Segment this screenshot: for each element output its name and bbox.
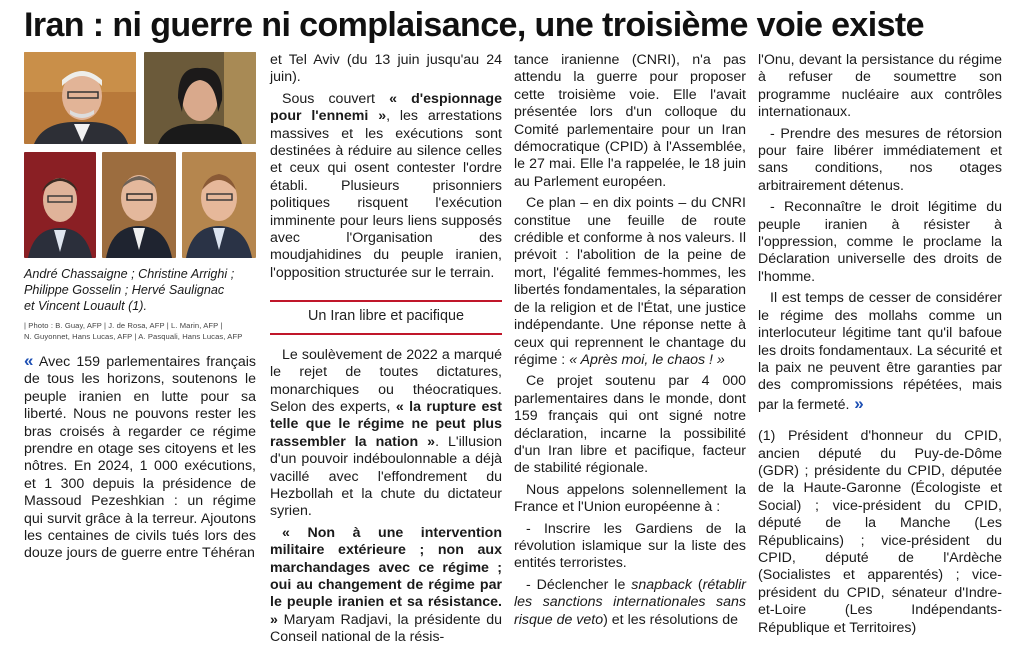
quote-close-mark: »: [849, 393, 864, 413]
italic-term: snapback: [631, 576, 692, 593]
text: Sous couvert: [282, 90, 390, 107]
text: - Inscrire les Gardiens de la révolution islamique sur la liste des entités terroristes.: [514, 520, 746, 572]
paragraph: [514, 52, 746, 191]
column-2: [270, 52, 502, 651]
text: tance iranienne (CNRI), n'a pas attendu la guerre pour proposer cette troisième voie. Elle l'avait présentée lors d'un colloque du Comité parlementaire pour un Iran démocratique (CPID) à l'Assemblée, le 27 mai. Elle l'a rappelée, le 18 juin au Parlement européen.: [514, 52, 746, 190]
paragraph: [270, 91, 502, 282]
paragraph: [758, 52, 1002, 122]
quote-open-mark: «: [24, 351, 34, 370]
column-3: [514, 52, 746, 633]
paragraph: [24, 352, 256, 563]
text: , les arrestations massives et les exécutions sont destinées à réduire au silence celles et ceux qui osent contester l'ordre établi. Plusieurs prisonniers politiques risquent l'exécution imminente pour leurs liens supposés avec l'Organisation des moudjahidines du peuple iranien, l'opposition structurée sur le terrain.: [270, 108, 502, 281]
caption-line: et Vincent Louault (1).: [24, 299, 147, 313]
photo-credits: [24, 320, 256, 342]
italic-quote: « Après moi, le chaos ! »: [569, 351, 725, 368]
paragraph: [514, 577, 746, 629]
text: Ce projet soutenu par 4 000 parlementaires dans le monde, dont 159 français qui ont signé notre déclaration, incarne la possibilité d'un Iran libre et pacifique, facteur de stabilité régionale.: [514, 373, 746, 477]
text: Maryam Radjavi, la présidente du Conseil national de la résis-: [270, 611, 502, 646]
text: et Tel Aviv (du 13 juin jusqu'au 24 juin).: [270, 52, 502, 86]
portrait-photo: [24, 152, 96, 258]
text: Le soulèvement de 2022 a marqué le rejet de toutes dictatures, monarchiques ou théocratiques. Selon des experts,: [270, 346, 502, 415]
paragraph: [270, 525, 502, 647]
text: Avec 159 parlementaires français de tous les horizons, soutenons le peuple iranien en lutte pour sa liberté. Nous ne pouvons rester les bras croisés à regarder ce régime prendre en otage ses citoyens et les nôtres. En 2024, 1 000 exécutions, et 1 300 depuis la présidence de Massoud Pezeshkian : un régime qui survit grâce à la terreur. Ajoutons les centaines de civils tués lors des douze jours de guerre entre Téhéran: [24, 354, 256, 562]
paragraph: [270, 347, 502, 521]
footnote-text: (1) Président d'honneur du CPID, ancien député du Puy-de-Dôme (GDR) ; présidente du CPID, députée de la Haute-Garonne (Écologiste et Social) ; vice-président du CPID, député de la Manche (Les Républicains) ; vice-président du CPID, député de l'Ardèche (Socialistes et apparentés) ; vice-président du CPID, sénateur d'Indre-et-Loire (Les Indépendants-République et Territoires): [758, 428, 1002, 636]
portrait-grid: [24, 52, 256, 260]
footnote: [758, 428, 1002, 637]
paragraph: [758, 290, 1002, 414]
text: l'Onu, devant la persistance du régime à refuser de soumettre son programme nucléaire aux contrôles internationaux.: [758, 52, 1002, 121]
caption-line: Philippe Gosselin ; Hervé Saulignac: [24, 283, 225, 297]
subheading: Un Iran libre et pacifique: [308, 308, 464, 325]
text: (: [691, 576, 703, 593]
paragraph: [758, 126, 1002, 196]
text: ) et les résolutions de: [603, 611, 738, 628]
caption-line: André Chassaigne ; Christine Arrighi ;: [24, 267, 235, 281]
italic-text: rétablir les sanctions internationales sans risque de veto: [514, 576, 746, 628]
portrait-photo: [102, 152, 176, 258]
portrait-photo: [144, 52, 256, 144]
text: Nous appelons solennellement la France et l'Union européenne à :: [514, 481, 746, 516]
paragraph: [514, 373, 746, 477]
credits-line: | Photo : B. Guay, AFP | J. de Rosa, AFP | L. Marin, AFP |: [24, 321, 223, 330]
headline: Iran : ni guerre ni complaisance, une troisième voie existe: [24, 6, 924, 44]
column-1: [24, 52, 256, 567]
paragraph: [758, 199, 1002, 286]
text: Il est temps de cesser de considérer le régime des mollahs comme un interlocuteur légitime tant qu'il bafoue les droits fondamentaux. La sécurité et la paix ne peuvent être garanties par des compromissions répétées, mais par la fermeté.: [758, 290, 1002, 413]
text: . L'illusion d'un pouvoir indéboulonnable a déjà vacillé avec l'effondrement du Hezbollah et la chute du dictateur syrien.: [270, 433, 502, 520]
bold-quote: « la rupture est telle que le régime ne peut plus rassembler la nation »: [270, 398, 502, 450]
paragraph: [514, 521, 746, 573]
portrait-photo: [182, 152, 256, 258]
text: - Prendre des mesures de rétorsion pour faire libérer immédiatement et sans conditions, nos otages arbitrairement détenus.: [758, 125, 1002, 194]
paragraph: [514, 195, 746, 369]
text: - Reconnaître le droit légitime du peuple iranien à résister à l'oppression, comme le proclame la Déclaration universelle des droits de l'homme.: [758, 199, 1002, 285]
photo-caption: [24, 266, 256, 314]
credits-line: N. Guyonnet, Hans Lucas, AFP | A. Pasquali, Hans Lucas, AFP: [24, 332, 243, 341]
portrait-photo: [24, 52, 136, 144]
bold-quote: « d'espionnage pour l'ennemi »: [270, 90, 502, 125]
text: - Déclencher le: [526, 576, 632, 593]
paragraph: [514, 482, 746, 517]
bold-quote: « Non à une intervention militaire extérieure ; non aux marchandages avec ce régime ; oui au changement de régime par le peuple iranien et sa résistance. »: [270, 524, 502, 628]
paragraph: [270, 52, 502, 87]
column-4: [758, 52, 1002, 641]
text: Ce plan – en dix points – du CNRI constitue une feuille de route crédible et conforme à nos valeurs. Il prévoit : l'abolition de la peine de mort, l'égalité femmes-hommes, les libertés fondamentales, la séparation de la religion et de l'État, une justice indépendante. Une réponse nette à ceux qui reprennent le chantage du régime :: [514, 195, 746, 368]
